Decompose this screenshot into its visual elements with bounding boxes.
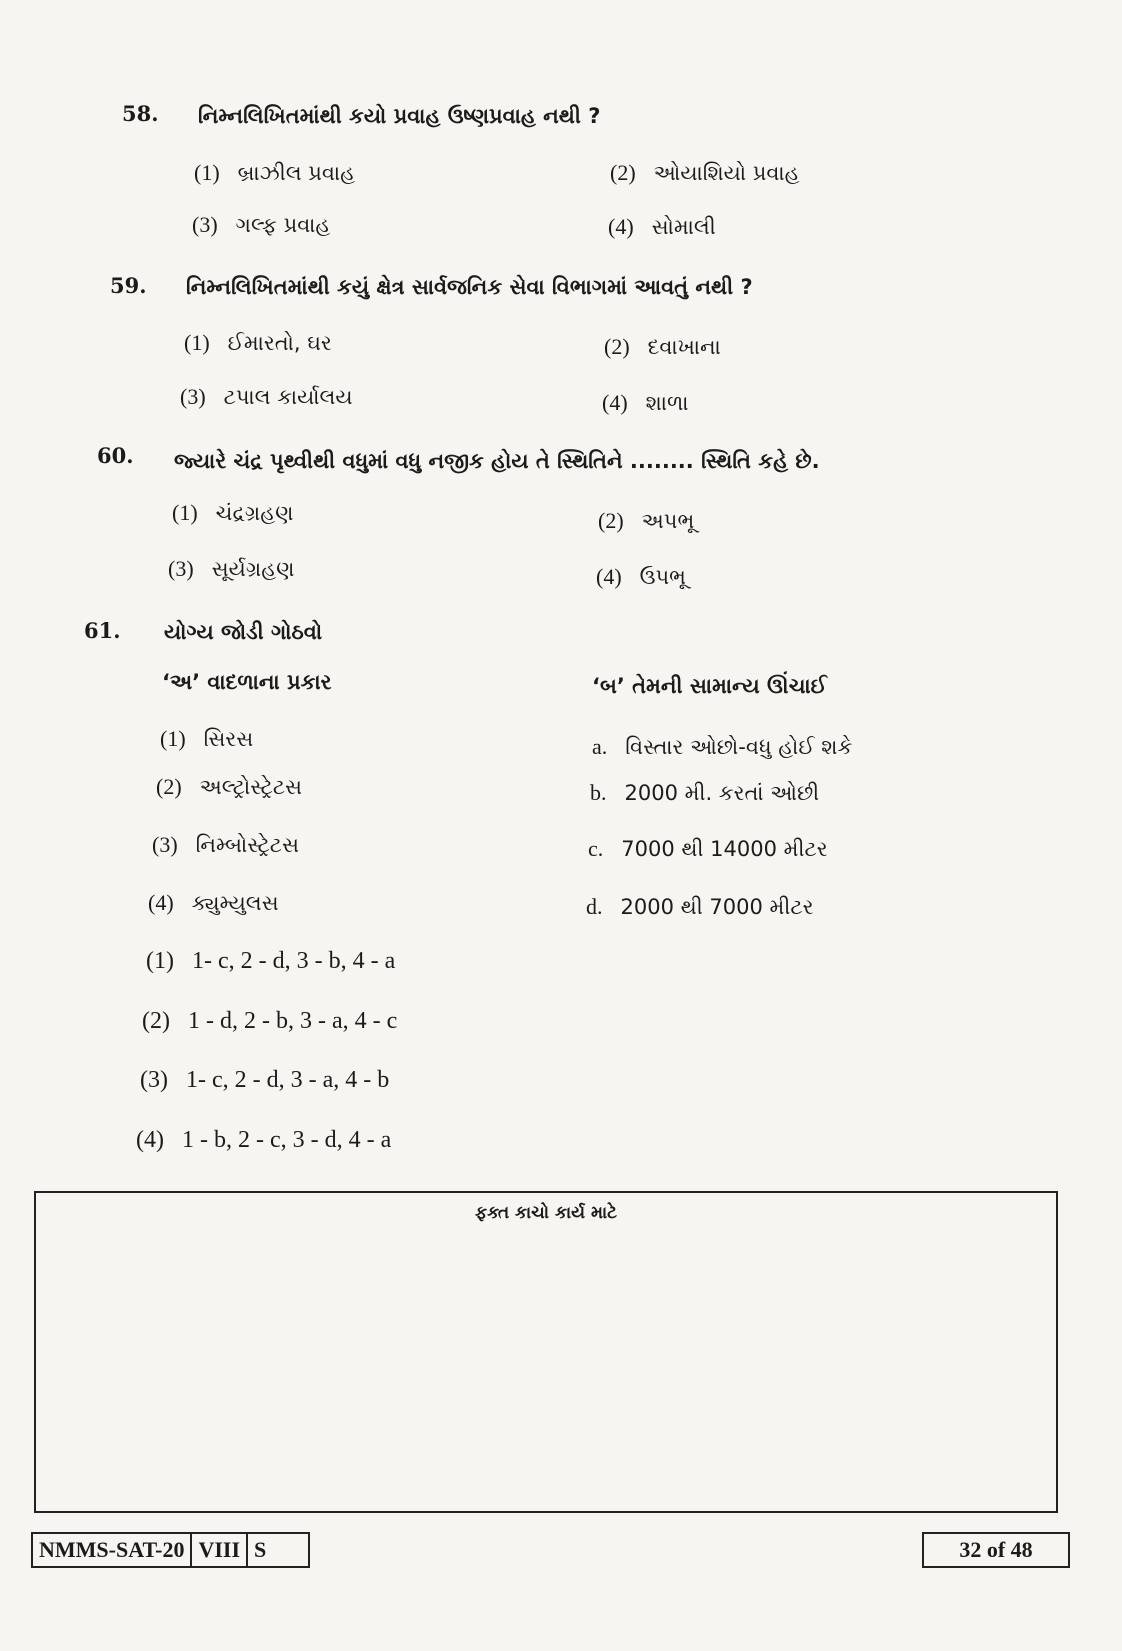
item-text: 7000 થી 14000 મીટર (621, 837, 828, 861)
question-61-option-1[interactable] (146, 948, 395, 975)
column-b-item-c (588, 836, 828, 862)
option-text: સૂર્યગ્રહણ (211, 557, 295, 581)
item-text: 2000 મી. કરતાં ઓછી (624, 781, 820, 805)
column-b-item-d (586, 894, 813, 920)
item-letter: b. (590, 780, 607, 805)
item-text: નિમ્બોસ્ટ્રેટસ (195, 833, 300, 857)
question-59-number: 59. (110, 273, 147, 298)
item-number: (1) (160, 726, 186, 751)
option-number: (2) (598, 508, 624, 533)
column-a-header: ‘અ’ વાદળાના પ્રકાર (162, 670, 332, 694)
option-number: (3) (180, 384, 206, 409)
question-58-text: નિમ્નલિખિતમાંથી કયો પ્રવાહ ઉષ્ણપ્રવાહ નથી ? (198, 104, 601, 128)
option-number: (1) (172, 500, 198, 525)
option-text: 1 - b, 2 - c, 3 - d, 4 - a (181, 1127, 392, 1153)
option-number: (3) (192, 212, 218, 237)
column-a-item-3 (152, 832, 299, 858)
column-b-header: ‘બ’ તેમની સામાન્ય ઊંચાઈ (592, 674, 827, 698)
question-61-option-4[interactable] (136, 1127, 391, 1154)
question-60-option-2[interactable] (598, 508, 694, 534)
question-58-number: 58. (122, 101, 159, 126)
item-letter: a. (592, 734, 608, 759)
standard-label: VIII (192, 1534, 248, 1566)
option-text: 1 - d, 2 - b, 3 - a, 4 - c (187, 1008, 398, 1034)
option-number: (4) (602, 390, 628, 415)
option-text: 1- c, 2 - d, 3 - a, 4 - b (185, 1067, 390, 1093)
item-text: સિરસ (203, 727, 254, 751)
item-letter: c. (588, 836, 604, 861)
option-text: બ્રાઝીલ પ્રવાહ (237, 161, 356, 185)
option-text: ટપાલ કાર્યાલય (223, 385, 353, 409)
column-a-item-2 (156, 774, 302, 800)
option-number: (4) (608, 214, 634, 239)
option-number: (3) (168, 556, 194, 581)
option-number: (1) (194, 160, 220, 185)
question-59-option-3[interactable] (180, 384, 353, 410)
question-59-option-4[interactable] (602, 390, 689, 416)
option-number: (4) (136, 1127, 164, 1153)
item-number: (2) (156, 774, 182, 799)
option-number: (2) (604, 334, 630, 359)
option-number: (1) (184, 330, 210, 355)
option-number: (3) (140, 1067, 168, 1093)
question-61-option-3[interactable] (140, 1067, 389, 1094)
item-number: (4) (148, 890, 174, 915)
question-59-option-1[interactable] (184, 330, 332, 356)
item-text: અલ્ટ્રોસ્ટ્રેટસ (199, 775, 303, 799)
option-number: (4) (596, 564, 622, 589)
option-text: સોમાલી (651, 215, 716, 239)
question-60-option-3[interactable] (168, 556, 294, 582)
item-number: (3) (152, 832, 178, 857)
item-letter: d. (586, 894, 603, 919)
column-b-item-b (590, 780, 819, 806)
page-number: 32 of 48 (922, 1532, 1070, 1568)
question-58-option-4[interactable] (608, 214, 716, 240)
question-60-option-4[interactable] (596, 564, 686, 590)
question-61-option-2[interactable] (142, 1008, 397, 1035)
option-text: ઓયાશિયો પ્રવાહ (653, 161, 800, 185)
column-b-item-a (592, 734, 852, 760)
option-text: ઈમારતો, ઘર (227, 331, 332, 355)
option-number: (1) (146, 948, 174, 974)
column-a-item-4 (148, 890, 279, 916)
item-text: વિસ્તાર ઓછો-વધુ હોઈ શકે (625, 735, 853, 759)
question-61-text: યોગ્ય જોડી ગોઠવો (164, 620, 323, 644)
question-58-option-1[interactable] (194, 160, 355, 186)
paper-code: NMMS-SAT-20 (33, 1534, 192, 1566)
option-text: ચંદ્રગ્રહણ (215, 501, 294, 525)
column-a-item-1 (160, 726, 253, 752)
option-text: અપભૂ (641, 509, 695, 533)
option-text: ઉપભૂ (639, 565, 686, 589)
option-text: શાળા (645, 391, 689, 415)
set-label: S (254, 1537, 267, 1562)
question-58-option-2[interactable] (610, 160, 800, 186)
item-text: 2000 થી 7000 મીટર (620, 895, 814, 919)
question-59-text: નિમ્નલિખિતમાંથી કયું ક્ષેત્ર સાર્વજનિક સેવા વિભાગમાં આવતું નથી ? (186, 275, 753, 299)
item-text: ક્યુમ્યુલસ (191, 891, 279, 915)
question-58-option-3[interactable] (192, 212, 330, 238)
question-60-text: જ્યારે ચંદ્ર પૃથ્વીથી વધુમાં વધુ નજીક હોય તે સ્થિતિને ........ સ્થિતિ કહે છે. (174, 449, 820, 473)
option-text: ગલ્ફ પ્રવાહ (235, 213, 331, 237)
option-text: 1- c, 2 - d, 3 - b, 4 - a (191, 948, 396, 974)
rough-work-box (34, 1191, 1058, 1513)
paper-code-box (31, 1532, 310, 1568)
option-number: (2) (610, 160, 636, 185)
option-text: દવાખાના (647, 335, 721, 359)
question-61-number: 61. (84, 618, 121, 643)
question-60-option-1[interactable] (172, 500, 293, 526)
rough-work-title: ફક્ત કાચો કાર્ય માટે (474, 1203, 618, 1223)
question-59-option-2[interactable] (604, 334, 721, 360)
question-60-number: 60. (97, 443, 134, 468)
option-number: (2) (142, 1008, 170, 1034)
